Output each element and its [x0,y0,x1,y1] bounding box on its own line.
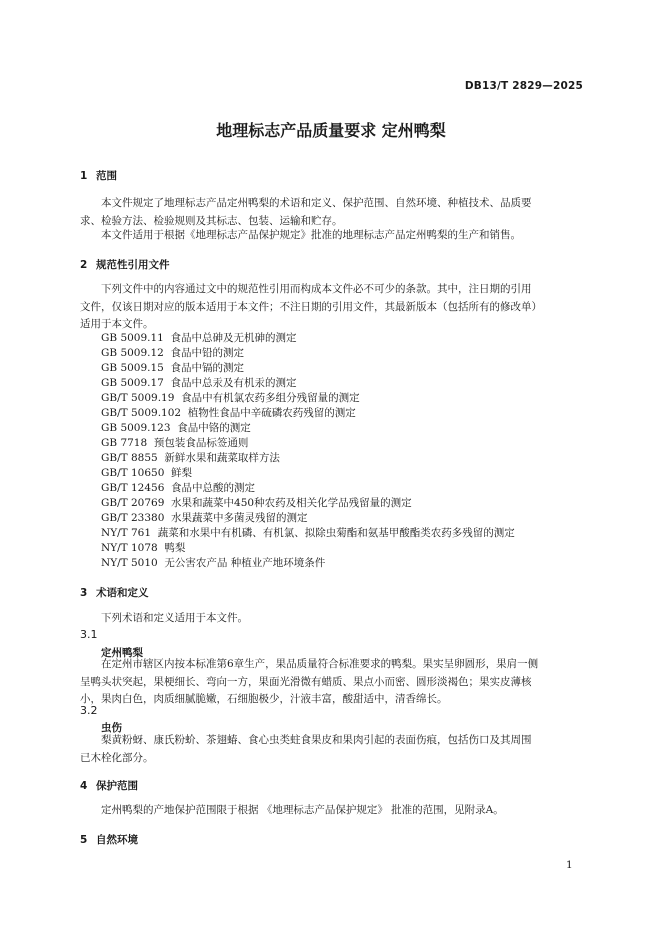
term-definition [80,732,585,767]
section-2-heading [80,257,170,272]
document-title: 地理标志产品质量要求 定州鸭梨 [216,121,446,140]
reference-item: GB 5009.123 食品中铬的测定 [101,422,251,434]
section-number: 5 [80,834,88,846]
reference-item: GB/T 5009.19 食品中有机氯农药多组分残留量的测定 [101,392,360,404]
text-line: 本文件规定了地理标志产品定州鸭梨的术语和定义、保护范围、自然环境、种植技术、品质要 [101,197,532,209]
text-line: 定州鸭梨的产地保护范围限于根据 《地理标志产品保护规定》 批准的范围，见附录A。 [101,804,504,816]
text-line: 已木栓化部分。 [80,751,154,764]
section-title: 自然环境 [96,834,138,846]
reference-item: GB 5009.12 食品中铅的测定 [101,347,245,359]
section-title: 规范性引用文件 [96,259,170,271]
text-line: 适用于本文件。 [80,318,154,330]
reference-item: GB/T 12456 食品中总酸的测定 [101,482,256,494]
text-line: 呈鸭头状突起，果梗细长、弯向一方，果面光滑微有蜡质、果点小而密、圆形淡褐色；果实皮薄核 [80,675,532,688]
term-definition [80,656,585,709]
reference-item: GB/T 23380 水果蔬菜中多菌灵残留的测定 [101,512,308,524]
section-3-heading [80,585,149,600]
page-number: 1 [566,859,573,871]
section-number: 4 [80,780,88,792]
text-line: 下列文件中的内容通过文中的规范性引用而构成本文件必不可少的条款。其中，注日期的引用 [101,283,532,295]
term-name: 定州鸭梨 [101,647,143,659]
section-1-paragraph-1 [80,195,585,230]
reference-item: NY/T 5010 无公害农产品 种植业产地环境条件 [101,557,326,569]
text-line: 在定州市辖区内按本标准第6章生产，果品质量符合标准要求的鸭梨。果实呈卵圆形，果肩一侧 [101,658,539,670]
section-title: 保护范围 [96,780,138,792]
reference-item: NY/T 761 蔬菜和水果中有机磷、有机氯、拟除虫菊酯和氨基甲酸酯类农药多残留的测定 [101,527,515,539]
section-title: 范围 [96,170,117,182]
section-5-heading [80,832,138,847]
section-4-heading [80,778,138,793]
text-line: 下列术语和定义适用于本文件。 [101,612,248,624]
section-2-paragraph [80,281,585,334]
section-1-paragraph-2 [80,227,585,245]
term-number: 3.2 [80,704,98,717]
text-line: 文件，仅该日期对应的版本适用于本文件；不注日期的引用文件，其最新版本（包括所有的修改单） [80,300,542,313]
text-line: 求、检验方法、检验规则及其标志、包装、运输和贮存。 [80,214,343,227]
text-line: 小，果肉白色，肉质细腻脆嫩，石细胞极少，汁液丰富，酸甜适中，清香绵长。 [80,693,448,705]
section-number: 2 [80,259,88,271]
standard-number: DB13/T 2829—2025 [464,80,583,92]
reference-item: GB/T 20769 水果和蔬菜中450种农药及相关化学品残留量的测定 [101,497,412,509]
reference-item: GB 7718 预包装食品标签通则 [101,437,249,449]
reference-item: GB 5009.17 食品中总汞及有机汞的测定 [101,377,297,389]
text-line: 本文件适用于根据《地理标志产品保护规定》批准的地理标志产品定州鸭梨的生产和销售。 [101,229,521,241]
section-number: 3 [80,587,88,599]
reference-item: NY/T 1078 鸭梨 [101,542,186,554]
text-line: 梨黄粉蚜、康氏粉蚧、茶翅蝽、食心虫类蛀食果皮和果肉引起的表面伤痕，包括伤口及其周围 [101,734,532,746]
section-number: 1 [80,170,88,182]
reference-item: GB/T 8855 新鲜水果和蔬菜取样方法 [101,452,280,464]
section-4-paragraph [80,802,585,820]
section-title: 术语和定义 [96,587,149,599]
term-number: 3.1 [80,628,98,641]
reference-item: GB/T 5009.102 植物性食品中辛硫磷农药残留的测定 [101,407,356,419]
section-1-heading [80,168,117,183]
reference-item: GB 5009.15 食品中镉的测定 [101,362,245,374]
reference-item: GB 5009.11 食品中总砷及无机砷的测定 [101,332,297,344]
reference-item: GB/T 10650 鲜梨 [101,467,193,479]
section-3-intro [80,610,585,628]
term-name: 虫伤 [101,722,122,734]
